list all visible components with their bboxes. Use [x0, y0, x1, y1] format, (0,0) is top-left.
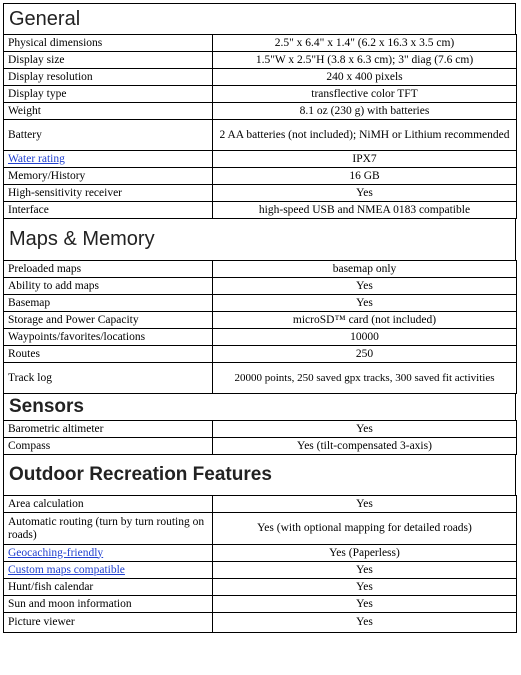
table-row [4, 86, 517, 103]
table-row [4, 151, 517, 168]
spec-value: Yes (with optional mapping for detailed roads) [213, 513, 517, 545]
spec-label: Barometric altimeter [4, 421, 213, 438]
spec-value: 20000 points, 250 saved gpx tracks, 300 saved fit activities [213, 363, 517, 394]
spec-value: 2.5" x 6.4" x 1.4" (6.2 x 16.3 x 3.5 cm) [213, 35, 517, 52]
table-row [4, 168, 517, 185]
spec-label-water-rating-link[interactable] [4, 151, 213, 168]
spec-label: Interface [4, 202, 213, 219]
spec-value: basemap only [213, 261, 517, 278]
table-row [4, 69, 517, 86]
spec-value: 1.5"W x 2.5"H (3.8 x 6.3 cm); 3" diag (7.6 cm) [213, 52, 517, 69]
spec-label: Memory/History [4, 168, 213, 185]
table-row [4, 363, 517, 394]
table-row [4, 295, 517, 312]
spec-value: Yes [213, 596, 517, 613]
spec-value: 16 GB [213, 168, 517, 185]
section-title-general: General [3, 3, 516, 34]
spec-value: Yes [213, 295, 517, 312]
table-row [4, 52, 517, 69]
section-title-sensors: Sensors [3, 394, 516, 420]
table-row [4, 496, 517, 513]
spec-label: Automatic routing (turn by turn routing on roads) [4, 513, 213, 545]
spec-label-custom-maps-link[interactable] [4, 562, 213, 579]
table-row [4, 421, 517, 438]
spec-label: Track log [4, 363, 213, 394]
spec-label: Compass [4, 438, 213, 455]
table-row [4, 261, 517, 278]
table-row [4, 35, 517, 52]
spec-label: Display size [4, 52, 213, 69]
spec-label-geocaching-link[interactable] [4, 545, 213, 562]
spec-label: Sun and moon information [4, 596, 213, 613]
table-row [4, 202, 517, 219]
spec-table-maps-memory [3, 260, 517, 394]
table-row [4, 562, 517, 579]
table-row [4, 579, 517, 596]
spec-value: Yes [213, 562, 517, 579]
table-row [4, 103, 517, 120]
spec-value: Yes [213, 496, 517, 513]
spec-label: Ability to add maps [4, 278, 213, 295]
spec-value: Yes [213, 185, 517, 202]
table-row [4, 312, 517, 329]
geocaching-friendly-link[interactable]: Geocaching-friendly [8, 546, 104, 559]
spec-label: Basemap [4, 295, 213, 312]
spec-label: Preloaded maps [4, 261, 213, 278]
spec-value: 250 [213, 346, 517, 363]
spec-value: 2 AA batteries (not included); NiMH or Lithium recommended [213, 120, 517, 151]
spec-label: Display type [4, 86, 213, 103]
spec-label: Area calculation [4, 496, 213, 513]
water-rating-link[interactable]: Water rating [8, 152, 65, 165]
table-row [4, 613, 517, 633]
spec-label: Hunt/fish calendar [4, 579, 213, 596]
spec-value: microSD™ card (not included) [213, 312, 517, 329]
spec-label: Battery [4, 120, 213, 151]
table-row [4, 596, 517, 613]
spec-value: Yes [213, 579, 517, 596]
spec-sheet [3, 3, 516, 633]
spec-label: Routes [4, 346, 213, 363]
spec-label: Weight [4, 103, 213, 120]
table-row [4, 346, 517, 363]
table-row [4, 120, 517, 151]
table-row [4, 278, 517, 295]
spec-label: High-sensitivity receiver [4, 185, 213, 202]
spec-table-general [3, 34, 517, 219]
spec-table-sensors [3, 420, 517, 455]
spec-label: Picture viewer [4, 613, 213, 633]
spec-value: transflective color TFT [213, 86, 517, 103]
spec-table-outdoor-recreation [3, 495, 517, 633]
table-row [4, 329, 517, 346]
section-title-maps-memory: Maps & Memory [3, 219, 516, 260]
spec-label: Waypoints/favorites/locations [4, 329, 213, 346]
spec-label: Storage and Power Capacity [4, 312, 213, 329]
spec-value: Yes [213, 278, 517, 295]
spec-value: 8.1 oz (230 g) with batteries [213, 103, 517, 120]
section-title-outdoor-recreation: Outdoor Recreation Features [3, 455, 516, 495]
spec-value: Yes [213, 421, 517, 438]
spec-label: Physical dimensions [4, 35, 213, 52]
table-row [4, 185, 517, 202]
table-row [4, 545, 517, 562]
spec-value: high-speed USB and NMEA 0183 compatible [213, 202, 517, 219]
spec-value: Yes (Paperless) [213, 545, 517, 562]
spec-label: Display resolution [4, 69, 213, 86]
table-row [4, 438, 517, 455]
table-row [4, 513, 517, 545]
spec-value: Yes [213, 613, 517, 633]
spec-value: Yes (tilt-compensated 3-axis) [213, 438, 517, 455]
spec-value: 10000 [213, 329, 517, 346]
spec-value: 240 x 400 pixels [213, 69, 517, 86]
custom-maps-compatible-link[interactable]: Custom maps compatible [8, 563, 125, 576]
spec-value: IPX7 [213, 151, 517, 168]
